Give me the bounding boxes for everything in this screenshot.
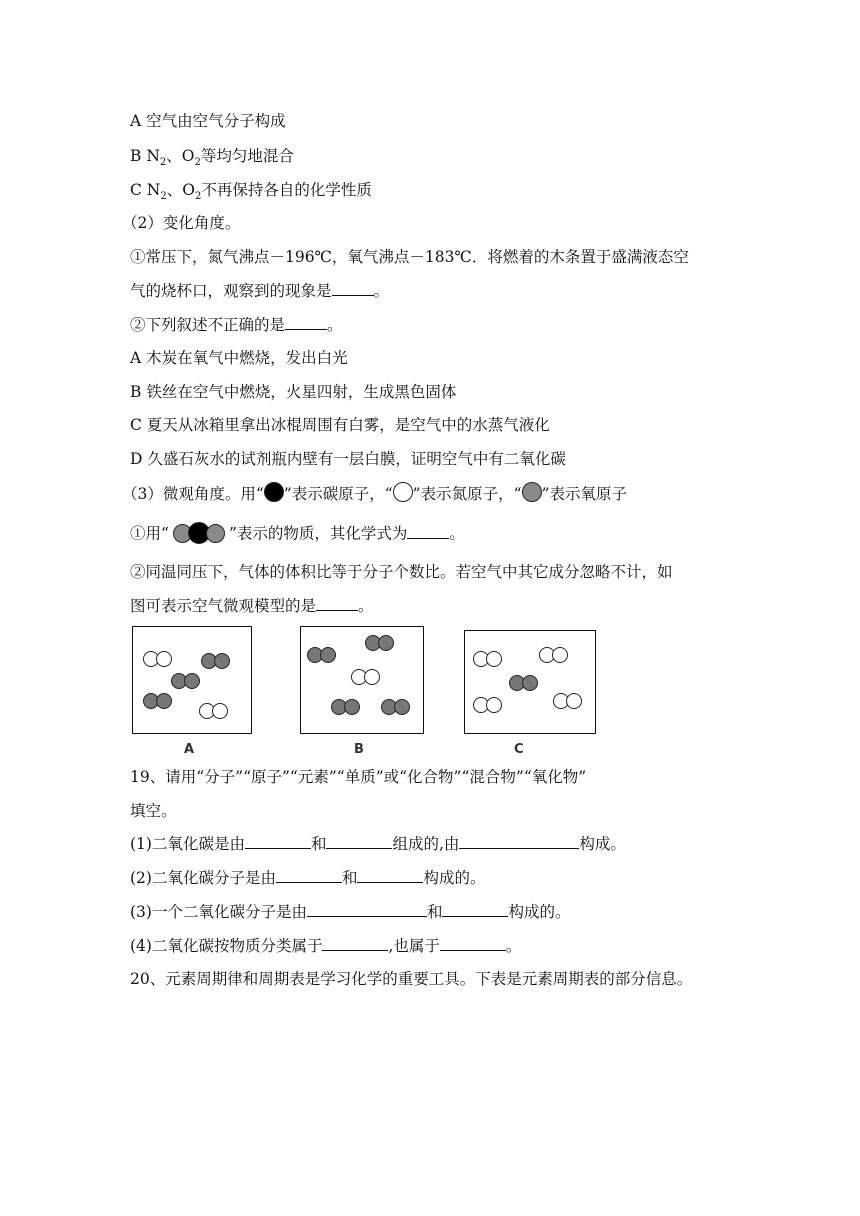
o2-molecule-icon [509, 675, 535, 691]
question-19-intro: 19、请用“分子”“原子”“元素”“单质”或“化合物”“混合物”“氧化物” [130, 768, 587, 786]
statement-d: D 久盛石灰水的试剂瓶内壁有一层白膜，证明空气中有二氧化碳 [130, 450, 566, 468]
question-20: 20、元素周期律和周期表是学习化学的重要工具。下表是元素周期表的部分信息。 [130, 970, 693, 988]
statement-b: B 铁丝在空气中燃烧，火星四射，生成黑色固体 [130, 383, 457, 401]
question-19-1: (1)二氧化碳是由 和 组成的,由 构成。 [130, 835, 626, 853]
question-observation: 气的烧杯口，观察到的现象是 。 [130, 282, 390, 300]
n2-molecule-icon [143, 651, 169, 667]
statement-c: C 夏天从冰箱里拿出冰棍周围有白雾，是空气中的水蒸气液化 [130, 416, 550, 434]
o2-molecule-icon [365, 635, 391, 651]
o2-molecule-icon [201, 653, 227, 669]
o2-molecule-icon [143, 693, 169, 709]
option-b-text: B $N_2$、$O_2$等均匀地混合 [130, 147, 294, 169]
answer-blank[interactable] [407, 523, 449, 539]
answer-blank[interactable] [332, 280, 374, 296]
n2-molecule-icon [351, 669, 377, 685]
oxygen-atom-icon [522, 482, 542, 502]
n2-molecule-icon [553, 693, 579, 709]
model-box-c[interactable] [464, 630, 596, 734]
option-c-text: C $N_2$、$O_2$不再保持各自的化学性质 [130, 181, 372, 203]
answer-blank[interactable] [440, 935, 506, 951]
answer-blank[interactable] [357, 867, 423, 883]
answer-blank[interactable] [326, 833, 392, 849]
question-incorrect-statement: ②下列叙述不正确的是 。 [130, 316, 343, 334]
statement-a: A 木炭在氧气中燃烧，发出白光 [130, 349, 348, 367]
section-3-heading: （3）微观角度。用“ ”表示碳原子，“ ”表示氮原子，“ ”表示氧原子 [122, 482, 627, 505]
question-19-4: (4)二氧化碳按物质分类属于 ,也属于 。 [130, 937, 522, 955]
micro-model-figure [130, 626, 730, 762]
section-2-heading: （2）变化角度。 [122, 214, 241, 232]
nitrogen-atom-icon [393, 482, 413, 502]
model-label-c: C [514, 742, 524, 757]
answer-blank[interactable] [322, 935, 388, 951]
model-box-b[interactable] [300, 626, 424, 734]
question-19-3: (3)一个二氧化碳分子是由 和 构成的。 [130, 903, 571, 921]
model-label-a: A [184, 742, 195, 757]
model-label-b: B [354, 742, 364, 757]
answer-blank[interactable] [316, 595, 358, 611]
answer-blank[interactable] [276, 867, 342, 883]
option-a-text: A 空气由空气分子构成 [130, 112, 286, 130]
answer-blank[interactable] [459, 833, 579, 849]
o2-molecule-icon [307, 647, 333, 663]
answer-blank[interactable] [285, 314, 327, 330]
o2-molecule-icon [171, 673, 197, 689]
n2-molecule-icon [539, 647, 565, 663]
n2-molecule-icon [473, 697, 499, 713]
question-19-2: (2)二氧化碳分子是由 和 构成的。 [130, 869, 486, 887]
answer-blank[interactable] [307, 901, 427, 917]
question-19-intro-cont: 填空。 [130, 802, 177, 820]
o2-molecule-icon [381, 699, 407, 715]
n2-molecule-icon [199, 703, 225, 719]
answer-blank[interactable] [245, 833, 311, 849]
co2-molecule-icon [173, 522, 225, 544]
carbon-atom-icon [264, 482, 284, 502]
answer-blank[interactable] [442, 901, 508, 917]
n2-molecule-icon [473, 651, 499, 667]
question-boiling-point: ①常压下，氮气沸点－196℃，氧气沸点－183℃．将燃着的木条置于盛满液态空 [130, 248, 689, 266]
question-formula: ①用“ ”表示的物质，其化学式为 。 [130, 522, 465, 545]
question-model-intro: ②同温同压下，气体的体积比等于分子个数比。若空气中其它成分忽略不计，如 [130, 563, 673, 581]
question-model: 图可表示空气微观模型的是 。 [130, 597, 374, 615]
model-box-a[interactable] [132, 626, 252, 734]
o2-molecule-icon [331, 699, 357, 715]
